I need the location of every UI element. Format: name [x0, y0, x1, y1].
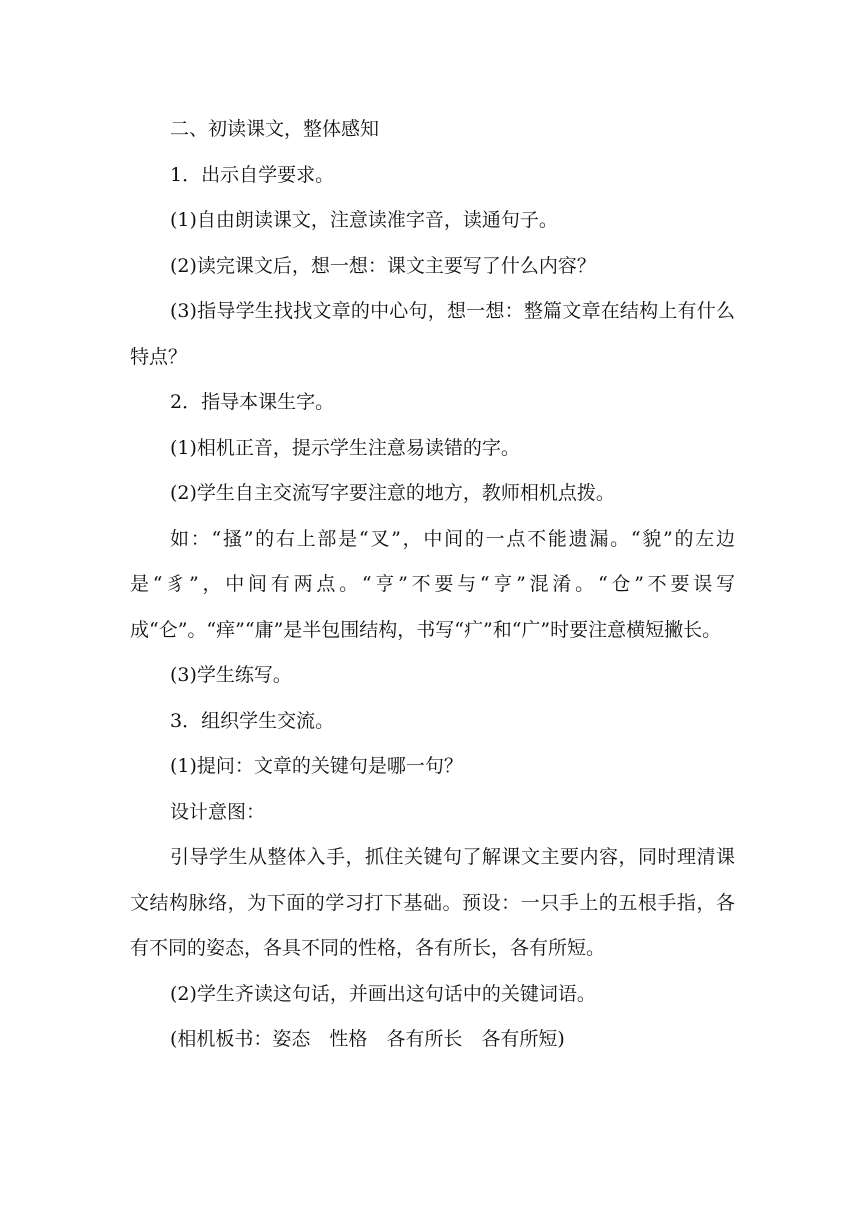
paragraph: (1)相机正音，提示学生注意易读错的字。 [170, 436, 520, 459]
paragraph: 如：“搔”的右上部是“叉”，中间的一点不能遗漏。“貌”的左边是“豸”，中间有两点。“亨”不要与“亨”混淆。“仓”不要误写成“仑”。“痒”“庸”是半包围结构，书写“疒”和“广”时要注意横短撇长。 [130, 527, 735, 641]
design-intent-label: 设计意图： [170, 800, 266, 823]
paragraph: (1)自由朗读课文，注意读准字音，读通句子。 [170, 209, 558, 231]
paragraph: (2)学生齐读这句话，并画出这句话中的关键词语。 [170, 982, 596, 1005]
step-3-heading: 3．组织学生交流。 [170, 709, 335, 732]
paragraph: (1)提问：文章的关键句是哪一句？ [170, 755, 463, 777]
step-2-heading: 2．指导本课生字。 [170, 391, 335, 413]
paragraph: 引导学生从整体入手，抓住关键句了解课文主要内容，同时理清课文结构脉络，为下面的学习打下基础。预设：一只手上的五根手指，各有不同的姿态，各具不同的性格，各有所长，各有所短。 [130, 846, 735, 959]
paragraph: (3)学生练写。 [170, 664, 292, 686]
paragraph: (2)学生自主交流写字要注意的地方，教师相机点拨。 [170, 482, 615, 504]
board-note: (相机板书：姿态 性格 各有所长 各有所短) [170, 1028, 565, 1050]
paragraph: (2)读完课文后，想一想：课文主要写了什么内容？ [170, 254, 596, 277]
paragraph: (3)指导学生找找文章的中心句，想一想：整篇文章在结构上有什么特点？ [130, 300, 735, 368]
section-heading: 二、初读课文，整体感知 [170, 118, 380, 140]
step-1-heading: 1．出示自学要求。 [170, 163, 335, 186]
document-body [130, 107, 735, 1063]
